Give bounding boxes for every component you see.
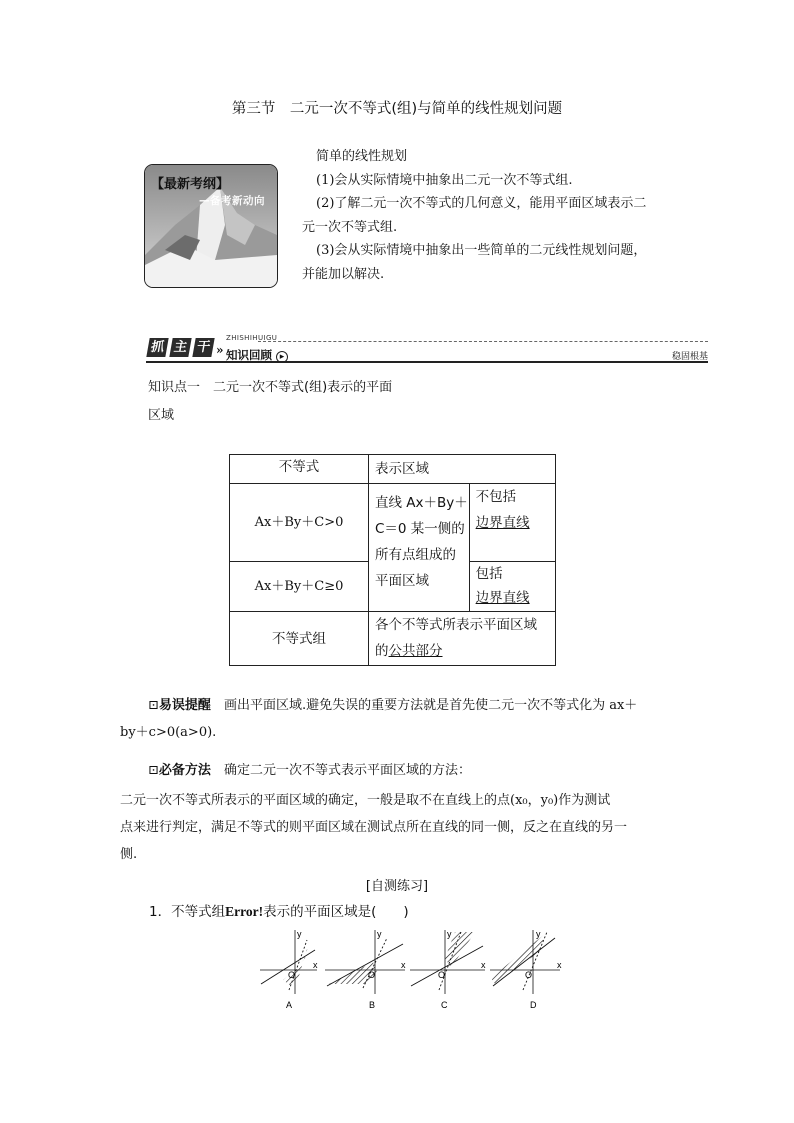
y-axis-label-b: y [377,929,382,939]
option-a-graph [260,929,318,1010]
badge-subtitle: —备考新动向 [199,195,265,207]
banner-char-2: 主 [169,338,191,357]
inequality-nonstrict: Ax＋By＋C≥0 [230,562,369,612]
inequality-system: 不等式组 [230,612,369,666]
x-axis-label-c: x [481,960,486,970]
banner-dash-line [258,341,708,342]
banner-char-1: 抓 [146,338,168,357]
option-label-d: D [530,1000,537,1010]
exam-objectives [302,145,676,286]
banner-pinyin: ZHISHIHUIGU [226,334,278,342]
x-axis-label-a: x [313,960,318,970]
origin-label-d: O [525,970,533,980]
objective-2a: (2)了解二元一次不等式的几何意义，能用平面区域表示二 [316,196,647,211]
option-d-graph [490,929,562,1010]
y-axis-label-c: y [447,929,452,939]
includes-boundary: 包括 边界直线 [469,562,555,612]
option-c-graph [410,929,486,1010]
banner-rule [146,361,708,363]
tip-icon: ⊡ [148,698,159,713]
y-axis-label-a: y [297,929,302,939]
banner-char-3: 干 [192,338,214,357]
page-title: 第三节 二元一次不等式(组)与简单的线性规划问题 [231,101,563,117]
table-header-inequality: 不等式 [230,455,369,484]
badge-title: 【最新考纲】 [151,177,230,192]
option-b-graph [325,929,406,1010]
table-header-region: 表示区域 [369,455,556,484]
x-axis-label-b: x [401,960,406,970]
objective-1: (1)会从实际情境中抽象出二元一次不等式组. [316,172,573,188]
banner-section-title: 知识回顾 ▸ [226,347,288,363]
method-explanation: 二元一次不等式所表示的平面区域的确定，一般是取不在直线上的点(x₀，y₀)作为测试 点来进行判定，满足不等式的则平面区域在测试点所在直线的同一侧，反之在直线的另一 侧. [120,793,628,862]
origin-label-c: O [438,970,446,980]
regions-table [229,454,556,666]
objective-3b: 并能加以解决. [302,266,385,282]
section-banner [146,334,708,364]
method-tip: ⊡必备方法 确定二元一次不等式表示平面区域的方法： [148,763,471,778]
question-1: 1．不等式组Error!表示的平面区域是( ) [149,904,409,920]
common-region: 各个不等式所表示平面区域 的公共部分 [369,612,556,666]
option-label-c: C [441,1000,448,1010]
y-axis-label-d: y [536,929,541,939]
origin-label-b: O [368,970,376,980]
circle-arrow-icon: ▸ [276,351,288,363]
answer-graphs [255,928,565,1014]
knowledge-point-title: 知识点一 二元一次不等式(组)表示的平面 [148,380,393,395]
option-label-a: A [286,1000,293,1010]
objectives-heading: 简单的线性规划 [316,149,408,164]
excludes-boundary: 不包括 边界直线 [469,484,555,562]
banner-right-label: 稳固根基 [671,352,708,362]
objective-2b: 元一次不等式组. [302,219,398,235]
option-label-b: B [369,1000,376,1010]
banner-arrows: » [216,343,224,357]
error-tip: ⊡易误提醒 画出平面区域.避免失误的重要方法就是首先使二元一次不等式化为 ax＋ by＋c>0(a>0). [120,698,638,740]
objective-3a: (3)会从实际情境中抽象出一些简单的二元线性规划问题， [316,243,647,258]
origin-label-a: O [288,970,296,980]
inequality-strict: Ax＋By＋C>0 [230,484,369,562]
tip-icon: ⊡ [148,763,159,778]
x-axis-label-d: x [557,960,562,970]
knowledge-point-title-cont: 区域 [148,408,175,423]
self-test-heading: [自测练习] [365,879,429,894]
boundary-description: 直线 Ax＋By＋ C＝0 某一侧的 所有点组成的 平面区域 [369,484,470,612]
exam-outline-badge [144,164,278,288]
option-graphs-svg [255,928,565,1010]
